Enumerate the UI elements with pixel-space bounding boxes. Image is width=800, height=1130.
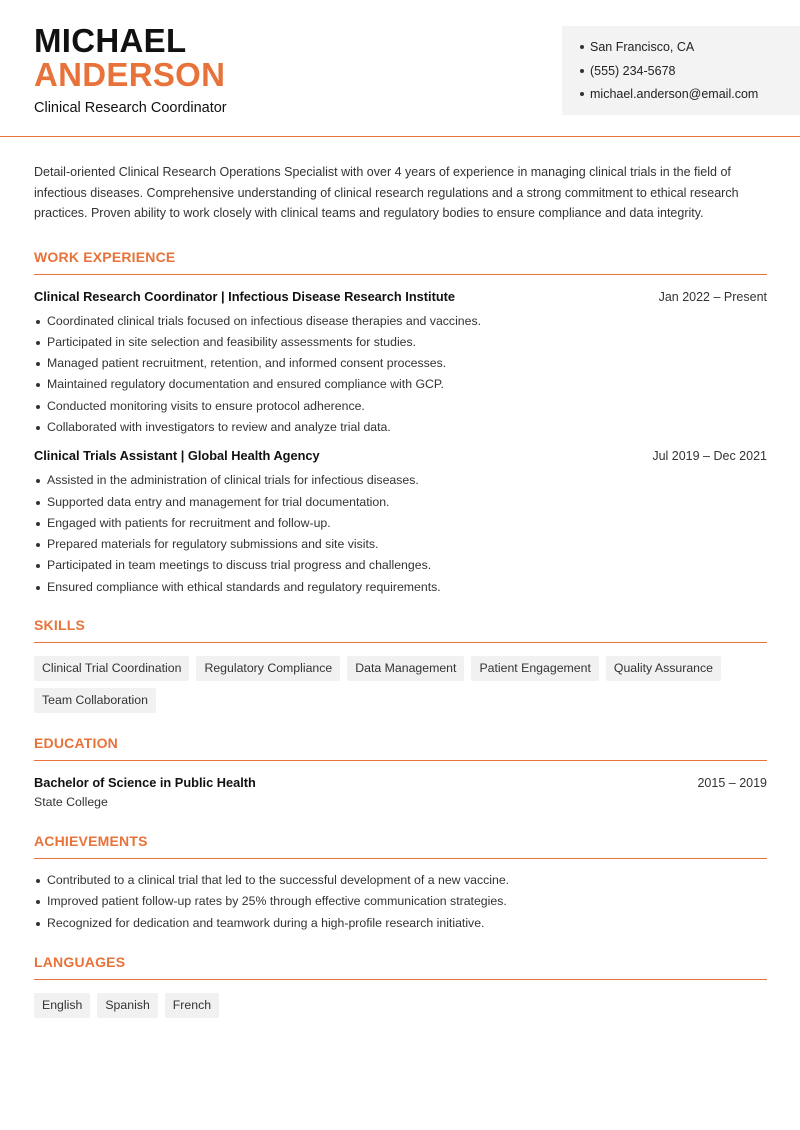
list-item: Participated in team meetings to discuss trial progress and challenges.: [34, 555, 767, 576]
list-item: Maintained regulatory documentation and ensured compliance with GCP.: [34, 374, 767, 395]
first-name: MICHAEL: [34, 22, 187, 59]
job-bullets: [34, 470, 767, 598]
skills-section: [34, 617, 767, 713]
list-item: Supported data entry and management for trial documentation.: [34, 492, 767, 513]
job-title: Clinical Research Coordinator: [34, 100, 227, 116]
job-entry: [34, 448, 767, 598]
job-bullets: [34, 311, 767, 439]
contact-location: San Francisco, CA: [562, 38, 800, 62]
list-item: Coordinated clinical trials focused on infectious disease therapies and vaccines.: [34, 311, 767, 332]
education-dates: 2015 – 2019: [697, 776, 767, 791]
last-name: ANDERSON: [34, 56, 226, 93]
work-experience-section: [34, 249, 767, 599]
education-degree: Bachelor of Science in Public Health: [34, 775, 256, 791]
skill-tag: Data Management: [347, 656, 464, 681]
list-item: Collaborated with investigators to review and analyze trial data.: [34, 417, 767, 438]
list-item: Assisted in the administration of clinical trials for infectious diseases.: [34, 470, 767, 491]
section-title-languages: LANGUAGES: [34, 954, 767, 980]
education-entry: [34, 775, 767, 809]
summary: Detail-oriented Clinical Research Operations Specialist with over 4 years of experience in managing clinical trials in the field of infectious diseases. Comprehensive understanding of clinical research regulations and a strong commitment to ethical research practices. Proven ability to work closely with clinical teams and regulatory bodies to ensure compliance and data integrity.: [34, 165, 739, 220]
achievements-section: [34, 833, 767, 934]
job-role: Clinical Trials Assistant | Global Health Agency: [34, 448, 320, 464]
skills-tags: [34, 656, 767, 713]
job-entry: [34, 289, 767, 439]
education-school: State College: [34, 795, 108, 810]
contact-phone: (555) 234-5678: [562, 62, 800, 86]
resume-body: [34, 162, 767, 1018]
skill-tag: Regulatory Compliance: [196, 656, 340, 681]
language-tags: [34, 993, 767, 1018]
list-item: Managed patient recruitment, retention, and informed consent processes.: [34, 353, 767, 374]
contact-email[interactable]: michael.anderson@email.com: [562, 85, 800, 109]
resume-header: [0, 0, 800, 137]
list-item: Contributed to a clinical trial that led to the successful development of a new vaccine.: [34, 870, 767, 891]
languages-section: [34, 954, 767, 1018]
job-role: Clinical Research Coordinator | Infectious Disease Research Institute: [34, 288, 456, 304]
contact-box: [562, 26, 800, 115]
language-tag: French: [165, 993, 219, 1018]
skill-tag: Quality Assurance: [606, 656, 721, 681]
achievements-list: [34, 870, 767, 934]
list-item: Recognized for dedication and teamwork during a high-profile research initiative.: [34, 913, 767, 934]
list-item: Prepared materials for regulatory submissions and site visits.: [34, 534, 767, 555]
list-item: Conducted monitoring visits to ensure protocol adherence.: [34, 396, 767, 417]
list-item: Participated in site selection and feasibility assessments for studies.: [34, 332, 767, 353]
section-title-work: WORK EXPERIENCE: [34, 249, 767, 275]
section-title-education: EDUCATION: [34, 735, 767, 761]
section-title-skills: SKILLS: [34, 617, 767, 643]
list-item: Engaged with patients for recruitment and follow-up.: [34, 513, 767, 534]
skill-tag: Team Collaboration: [34, 688, 156, 713]
education-section: [34, 735, 767, 809]
language-tag: English: [34, 993, 90, 1018]
skill-tag: Patient Engagement: [471, 656, 598, 681]
skill-tag: Clinical Trial Coordination: [34, 656, 189, 681]
job-dates: Jul 2019 – Dec 2021: [652, 449, 767, 464]
list-item: Improved patient follow-up rates by 25% through effective communication strategies.: [34, 891, 767, 912]
language-tag: Spanish: [97, 993, 157, 1018]
job-dates: Jan 2022 – Present: [658, 289, 767, 304]
section-title-achievements: ACHIEVEMENTS: [34, 833, 767, 859]
list-item: Ensured compliance with ethical standards and regulatory requirements.: [34, 577, 767, 598]
